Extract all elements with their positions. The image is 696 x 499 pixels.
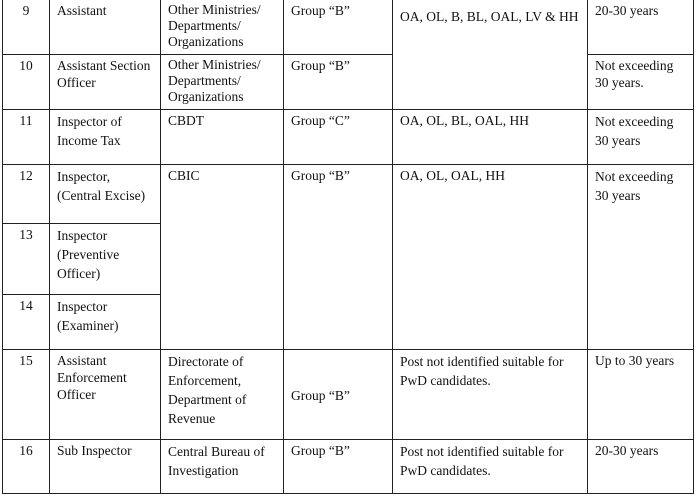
- table-row: [3, 110, 694, 165]
- post-name: Assistant: [50, 0, 161, 55]
- ministry: CBDT: [161, 110, 284, 165]
- age-limit: 20-30 years: [588, 0, 694, 55]
- post-name: Assistant Enforcement Officer: [50, 350, 161, 440]
- age-limit: Up to 30 years: [588, 350, 694, 440]
- table-row: [3, 165, 694, 224]
- table-row: [3, 350, 694, 440]
- ministry: CBIC: [161, 165, 284, 350]
- group: Group “C”: [284, 110, 393, 165]
- ministry: Other Ministries/ Departments/ Organizations: [161, 55, 284, 110]
- serial-number: 16: [3, 440, 50, 494]
- group: Group “B”: [284, 165, 393, 350]
- post-name: Inspector of Income Tax: [50, 110, 161, 165]
- ministry: Central Bureau of Investigation: [161, 440, 284, 494]
- age-limit: Not exceeding 30 years: [588, 165, 694, 350]
- table-row: [3, 440, 694, 494]
- table-row: [3, 55, 694, 110]
- ministry: Other Ministries/ Departments/ Organizations: [161, 0, 284, 55]
- group: Group “B”: [284, 0, 393, 55]
- ministry: Directorate of Enforcement, Department of Revenue: [161, 350, 284, 440]
- age-limit: Not exceeding 30 years.: [588, 55, 694, 110]
- post-name: Sub Inspector: [50, 440, 161, 494]
- post-name: Inspector (Preventive Officer): [50, 224, 161, 295]
- posts-table: [2, 0, 694, 494]
- group: Group “B”: [284, 350, 393, 440]
- post-name: Inspector, (Central Excise): [50, 165, 161, 224]
- age-limit: Not exceeding 30 years: [588, 110, 694, 165]
- post-name: Assistant Section Officer: [50, 55, 161, 110]
- disability-categories: Post not identified suitable for PwD candidates.: [393, 350, 588, 440]
- serial-number: 11: [3, 110, 50, 165]
- group: Group “B”: [284, 440, 393, 494]
- post-name: Inspector (Examiner): [50, 295, 161, 350]
- disability-categories: OA, OL, OAL, HH: [393, 165, 588, 350]
- serial-number: 12: [3, 165, 50, 224]
- age-limit: 20-30 years: [588, 440, 694, 494]
- group: Group “B”: [284, 55, 393, 110]
- disability-categories: OA, OL, BL, OAL, HH: [393, 110, 588, 165]
- disability-categories: OA, OL, B, BL, OAL, LV & HH: [393, 0, 588, 110]
- serial-number: 15: [3, 350, 50, 440]
- serial-number: 10: [3, 55, 50, 110]
- table-row: [3, 0, 694, 55]
- serial-number: 9: [3, 0, 50, 55]
- serial-number: 14: [3, 295, 50, 350]
- serial-number: 13: [3, 224, 50, 295]
- disability-categories: Post not identified suitable for PwD candidates.: [393, 440, 588, 494]
